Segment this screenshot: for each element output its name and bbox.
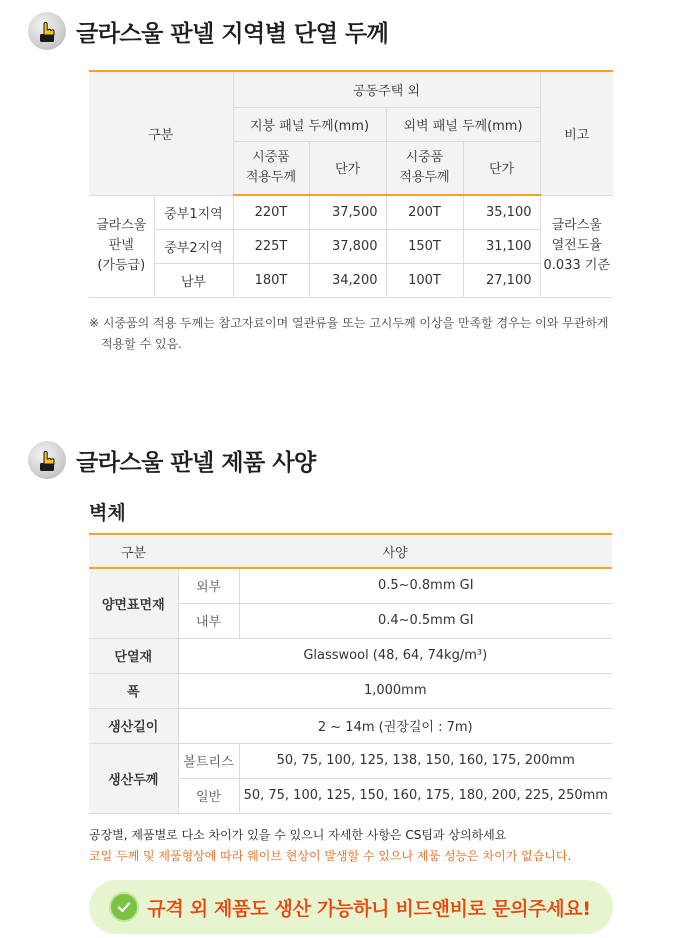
check-circle-icon	[111, 894, 137, 920]
boltless-label: 볼트리스	[178, 743, 239, 778]
wall-thickness-cell: 200T	[386, 195, 463, 229]
header-group: 공동주택 외	[233, 71, 540, 107]
section2-title: 글라스울 판넬 제품 사양	[76, 449, 316, 476]
header-roof-price: 단가	[309, 141, 386, 195]
outer-label: 외부	[178, 568, 239, 603]
note-cell: 글라스울 열전도율 0.033 기준	[540, 195, 613, 297]
insulation-spec: Glasswool (48, 64, 74kg/m³)	[178, 638, 612, 673]
table-note: ※ 시중품의 적용 두께는 참고자료이며 열관류율 또는 고시두께 이상을 만족할 경우는 이와 무관하게 적용할 수 있음.	[89, 316, 609, 351]
product-name: 글라스울 판넬 (가등급)	[89, 195, 154, 297]
general-label: 일반	[178, 778, 239, 813]
wall-thickness-cell: 100T	[386, 263, 463, 297]
header-wall-applied: 시중품 적용두께	[386, 141, 463, 195]
wall-price-cell: 31,100	[463, 229, 540, 263]
wall-price-cell: 27,100	[463, 263, 540, 297]
width-spec: 1,000mm	[178, 673, 612, 708]
boltless-spec: 50, 75, 100, 125, 138, 150, 160, 175, 200mm	[239, 743, 612, 778]
header-spec: 사양	[178, 534, 612, 568]
inquiry-banner[interactable]	[89, 880, 613, 934]
section2-heading	[28, 441, 316, 479]
header-wall: 외벽 패널 두께(mm)	[386, 107, 540, 141]
section1-heading	[28, 12, 388, 50]
general-spec: 50, 75, 100, 125, 150, 160, 175, 180, 200, 225, 250mm	[239, 778, 612, 813]
region-cell: 중부2지역	[154, 229, 233, 263]
header-roof-applied: 시중품 적용두께	[233, 141, 309, 195]
roof-price-cell: 37,500	[309, 195, 386, 229]
header-wall-price: 단가	[463, 141, 540, 195]
footnote-wave: 코일 두께 및 제품형상에 따라 웨이브 현상이 발생할 수 있으나 제품 성능은 차이가 없습니다.	[89, 849, 572, 863]
roof-price-cell: 37,800	[309, 229, 386, 263]
outer-spec: 0.5~0.8mm GI	[239, 568, 612, 603]
width-label: 폭	[89, 673, 178, 708]
inquiry-text: 규격 외 제품도 생산 가능하니 비드앤비로 문의주세요!	[147, 897, 591, 920]
roof-thickness-cell: 225T	[233, 229, 309, 263]
length-label: 생산길이	[89, 708, 178, 743]
wall-price-cell: 35,100	[463, 195, 540, 229]
product-spec-table	[89, 533, 612, 814]
inner-label: 내부	[178, 603, 239, 638]
surface-label: 양면표면재	[89, 568, 178, 638]
wall-subtitle: 벽체	[89, 502, 126, 524]
hand-pointing-icon	[28, 12, 66, 50]
region-cell: 중부1지역	[154, 195, 233, 229]
roof-thickness-cell: 180T	[233, 263, 309, 297]
header-category: 구분	[89, 534, 178, 568]
wall-thickness-cell: 150T	[386, 229, 463, 263]
inner-spec: 0.4~0.5mm GI	[239, 603, 612, 638]
roof-price-cell: 34,200	[309, 263, 386, 297]
insulation-label: 단열재	[89, 638, 178, 673]
region-cell: 남부	[154, 263, 233, 297]
hand-pointing-icon	[28, 441, 66, 479]
section1-title: 글라스울 판넬 지역별 단열 두께	[76, 20, 389, 47]
thickness-label: 생산두께	[89, 743, 178, 813]
regional-thickness-table	[89, 70, 613, 298]
roof-thickness-cell: 220T	[233, 195, 309, 229]
footnote-cs: 공장별, 제품별로 다소 차이가 있을 수 있으니 자세한 사항은 CS팀과 상의하세요	[89, 828, 507, 842]
header-roof: 지붕 패널 두께(mm)	[233, 107, 386, 141]
length-spec: 2 ~ 14m (권장길이 : 7m)	[178, 708, 612, 743]
header-category: 구분	[89, 71, 233, 195]
header-note: 비고	[540, 71, 613, 195]
